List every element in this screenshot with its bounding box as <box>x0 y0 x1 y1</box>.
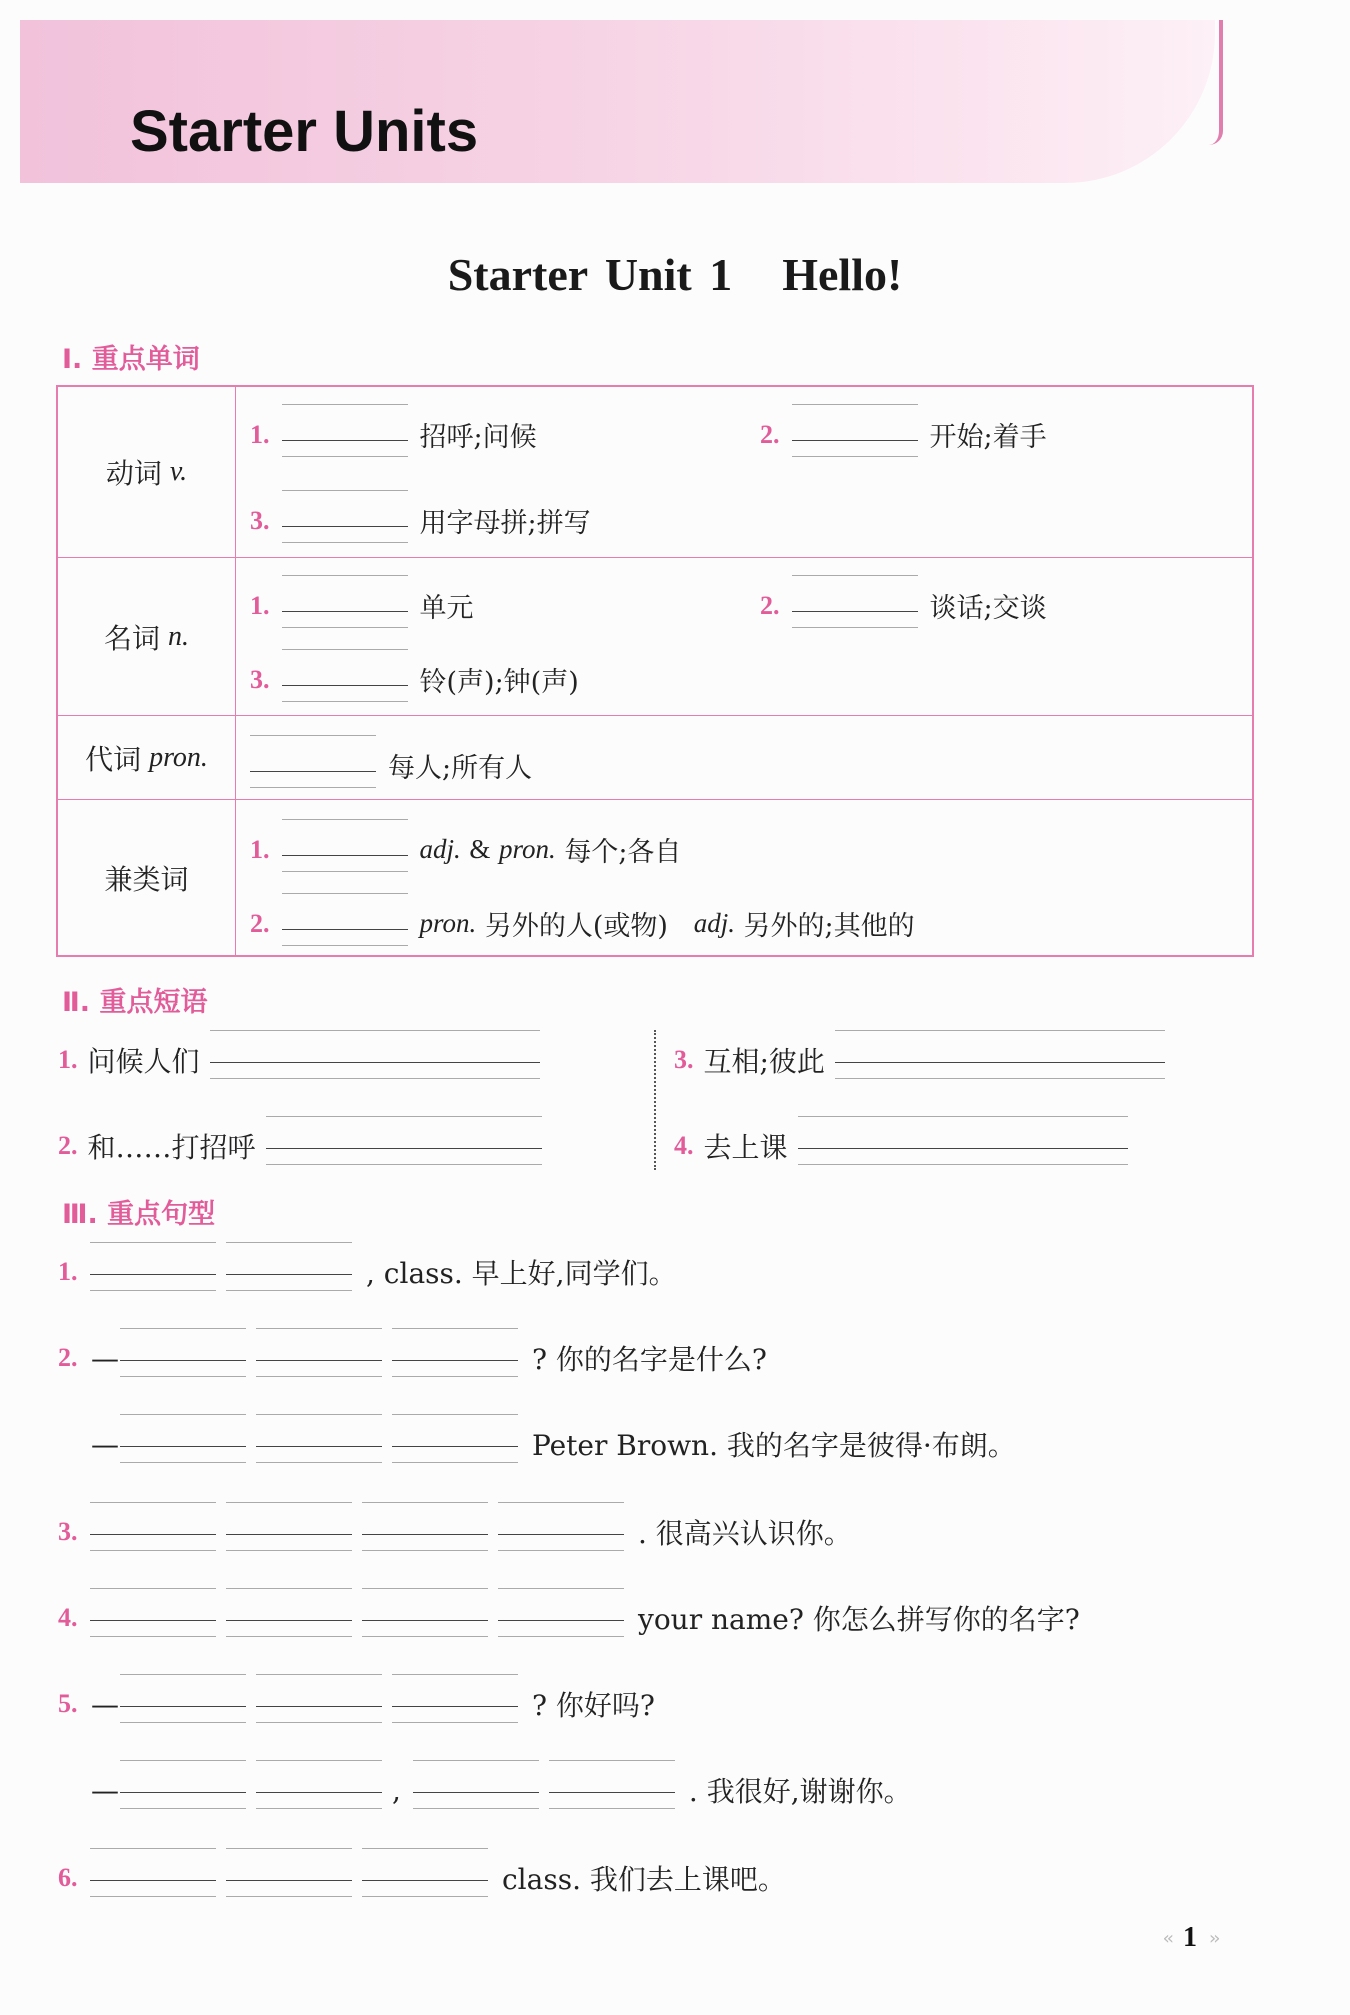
item-number: 1. <box>250 590 270 620</box>
section-heading-sentences: Ⅲ. 重点句型 <box>62 1199 216 1230</box>
answer-blank[interactable] <box>256 1432 382 1456</box>
phrase-text: 去上课 <box>703 1131 788 1164</box>
answer-blank[interactable] <box>120 1346 246 1370</box>
sentence-item <box>58 1684 655 1724</box>
sentence-text: . 很高兴认识你。 <box>638 1517 852 1550</box>
item-number: 1. <box>58 1045 78 1074</box>
phrase-text: 问候人们 <box>87 1045 200 1078</box>
item-number: 1. <box>250 834 270 864</box>
dialogue-dash: — <box>91 1687 119 1721</box>
sentence-item <box>58 1858 786 1898</box>
part-of-speech: pron. <box>498 834 556 864</box>
answer-blank[interactable] <box>792 422 918 448</box>
sentence-item <box>58 1424 1016 1464</box>
item-meaning: 另外的;其他的 <box>743 911 915 942</box>
answer-blank[interactable] <box>90 1606 216 1630</box>
answer-blank[interactable] <box>256 1778 382 1802</box>
vocab-row-nouns <box>58 557 1252 715</box>
answer-blank[interactable] <box>256 1692 382 1716</box>
vocab-item <box>250 904 915 943</box>
item-meaning: 每个;各自 <box>564 837 682 868</box>
phrase-item <box>58 1126 542 1166</box>
item-meaning: 用字母拼;拼写 <box>419 508 591 539</box>
category-label: 代词 <box>85 742 142 776</box>
item-meaning: 另外的人(或物) <box>484 911 668 942</box>
item-number: 3. <box>58 1517 78 1546</box>
sentence-text: Peter Brown. 我的名字是彼得·布朗。 <box>532 1429 1016 1462</box>
vocab-table <box>56 385 1254 957</box>
item-number: 5. <box>58 1689 78 1718</box>
answer-blank[interactable] <box>392 1432 518 1456</box>
category-abbr: pron. <box>149 741 208 773</box>
item-number: 1. <box>58 1257 78 1286</box>
comma: , <box>392 1773 401 1807</box>
answer-blank[interactable] <box>226 1520 352 1544</box>
sentence-text: . 我很好,谢谢你。 <box>688 1775 912 1808</box>
item-number: 2. <box>58 1131 78 1160</box>
answer-blank[interactable] <box>120 1692 246 1716</box>
sentence-text: , class. 早上好,同学们。 <box>366 1257 677 1290</box>
answer-blank[interactable] <box>90 1520 216 1544</box>
item-number: 2. <box>58 1343 78 1372</box>
sentence-item <box>58 1338 767 1378</box>
answer-blank[interactable] <box>498 1606 624 1630</box>
category-label: 兼类词 <box>104 862 189 896</box>
vocab-item <box>250 660 579 699</box>
sentence-item <box>58 1770 912 1810</box>
part-of-speech: pron. <box>419 908 477 938</box>
unit-title-number: Starter Unit 1 <box>447 249 733 300</box>
vocab-row-pronoun <box>58 715 1252 799</box>
item-meaning: 铃(声);钟(声) <box>419 667 579 698</box>
answer-blank[interactable] <box>282 667 408 693</box>
dialogue-dash: — <box>91 1773 119 1807</box>
vocab-item <box>760 415 1047 454</box>
answer-blank[interactable] <box>90 1260 216 1284</box>
category-label: 动词 <box>105 457 162 490</box>
phrase-text: 和……打招呼 <box>87 1131 256 1164</box>
part-of-speech: adj. <box>693 908 735 938</box>
phrase-text: 互相;彼此 <box>703 1045 825 1078</box>
item-meaning: 开始;着手 <box>929 422 1047 453</box>
item-number: 1. <box>250 419 270 449</box>
category-cell <box>58 800 236 955</box>
column-divider <box>654 1030 656 1170</box>
answer-blank[interactable] <box>226 1260 352 1284</box>
phrase-item <box>674 1126 1128 1166</box>
sentence-item <box>58 1252 677 1292</box>
answer-blank[interactable] <box>256 1346 382 1370</box>
section-heading-phrases: Ⅱ. 重点短语 <box>62 987 208 1018</box>
part-of-speech: adj. <box>419 834 461 864</box>
answer-blank[interactable] <box>413 1778 539 1802</box>
item-number: 2. <box>250 908 270 938</box>
answer-blank[interactable] <box>282 508 408 534</box>
sentence-text: your name? 你怎么拼写你的名字? <box>638 1603 1080 1636</box>
answer-blank[interactable] <box>120 1778 246 1802</box>
answer-blank[interactable] <box>120 1432 246 1456</box>
right-arrows-icon: ›› <box>1209 1927 1218 1949</box>
item-meaning: 每人;所有人 <box>388 753 533 784</box>
vocab-item <box>250 586 474 625</box>
category-abbr: v. <box>169 456 188 487</box>
vocab-item <box>250 415 537 454</box>
vocab-item <box>250 746 532 785</box>
answer-blank[interactable] <box>362 1606 488 1630</box>
item-number: 4. <box>58 1603 78 1632</box>
unit-title <box>0 248 1350 301</box>
answer-blank[interactable] <box>282 911 408 937</box>
item-meaning: 招呼;问候 <box>419 422 537 453</box>
category-cell <box>58 387 236 557</box>
sentence-item <box>58 1512 852 1552</box>
vocab-row-verbs <box>58 387 1252 557</box>
dialogue-dash: — <box>91 1427 119 1461</box>
vocab-item <box>250 501 591 540</box>
answer-blank[interactable] <box>792 593 918 619</box>
ampersand: & <box>469 834 491 864</box>
answer-blank[interactable] <box>90 1866 216 1890</box>
answer-blank[interactable] <box>798 1134 1128 1158</box>
answer-blank[interactable] <box>226 1606 352 1630</box>
item-number: 2. <box>760 419 780 449</box>
sentence-text: ? 你好吗? <box>532 1689 655 1722</box>
phrase-item <box>674 1040 1165 1080</box>
answer-blank[interactable] <box>266 1134 542 1158</box>
answer-blank[interactable] <box>250 753 376 779</box>
answer-blank[interactable] <box>362 1866 488 1890</box>
unit-title-name: Hello! <box>782 249 903 300</box>
answer-blank[interactable] <box>498 1520 624 1544</box>
dialogue-dash: — <box>91 1341 119 1375</box>
item-number: 6. <box>58 1863 78 1892</box>
sentence-text: class. 我们去上课吧。 <box>502 1863 786 1896</box>
phrase-item <box>58 1040 540 1080</box>
item-number: 3. <box>250 505 270 535</box>
answer-blank[interactable] <box>282 422 408 448</box>
answer-blank[interactable] <box>835 1048 1165 1072</box>
answer-blank[interactable] <box>210 1048 540 1072</box>
answer-blank[interactable] <box>282 593 408 619</box>
sentence-text: ? 你的名字是什么? <box>532 1343 767 1376</box>
section-heading-words: Ⅰ. 重点单词 <box>62 344 200 375</box>
vocab-item <box>250 830 681 869</box>
category-abbr: n. <box>168 620 189 652</box>
item-number: 3. <box>250 664 270 694</box>
item-number: 2. <box>760 590 780 620</box>
category-cell <box>58 558 236 715</box>
sentence-item <box>58 1598 1080 1638</box>
answer-blank[interactable] <box>549 1778 675 1802</box>
category-label: 名词 <box>103 621 160 655</box>
answer-blank[interactable] <box>282 837 408 863</box>
answer-blank[interactable] <box>226 1866 352 1890</box>
page-number-value: 1 <box>1183 1922 1197 1953</box>
item-number: 3. <box>674 1045 694 1074</box>
page-number <box>1130 1920 1250 1956</box>
left-arrows-icon: ‹‹ <box>1162 1927 1171 1949</box>
answer-blank[interactable] <box>392 1346 518 1370</box>
category-cell <box>58 716 236 799</box>
item-meaning: 单元 <box>419 593 474 624</box>
header-title: Starter Units <box>130 99 479 164</box>
item-number: 4. <box>674 1131 694 1160</box>
vocab-row-multiclass <box>58 799 1252 955</box>
vocab-item <box>760 586 1047 625</box>
item-meaning: 谈话;交谈 <box>929 593 1047 624</box>
answer-blank[interactable] <box>362 1520 488 1544</box>
answer-blank[interactable] <box>392 1692 518 1716</box>
